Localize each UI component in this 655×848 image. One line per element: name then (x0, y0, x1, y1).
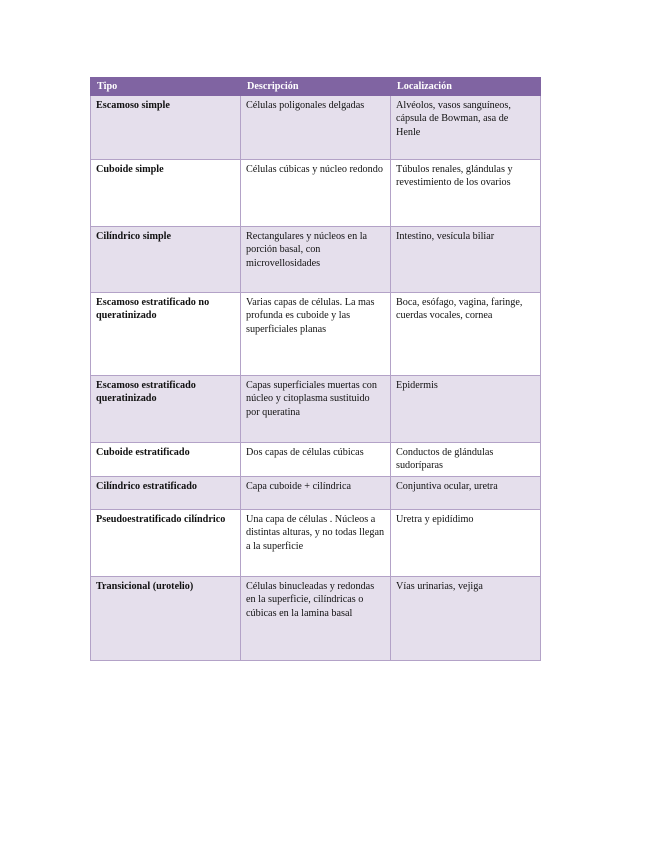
cell-descripcion: Dos capas de células cúbicas (241, 443, 391, 477)
table-row (91, 577, 541, 661)
cell-descripcion: Varias capas de células. La mas profunda es cuboide y las superficiales planas (241, 293, 391, 376)
table-row (91, 227, 541, 293)
cell-localizacion: Epidermis (391, 376, 541, 443)
cell-descripcion: Capas superficiales muertas con núcleo y citoplasma sustituido por queratina (241, 376, 391, 443)
table-row (91, 443, 541, 477)
cell-tipo: Pseudoestratificado cilíndrico (91, 510, 241, 577)
table-row (91, 293, 541, 376)
cell-localizacion: Intestino, vesícula biliar (391, 227, 541, 293)
cell-tipo: Escamoso simple (91, 96, 241, 160)
table-row (91, 477, 541, 510)
table-row (91, 160, 541, 227)
cell-localizacion: Vías urinarias, vejiga (391, 577, 541, 661)
cell-tipo: Cilíndrico estratificado (91, 477, 241, 510)
cell-tipo: Cuboide simple (91, 160, 241, 227)
header-descripcion: Descripción (241, 78, 391, 96)
cell-descripcion: Células cúbicas y núcleo redondo (241, 160, 391, 227)
cell-localizacion: Alvéolos, vasos sanguíneos, cápsula de Bowman, asa de Henle (391, 96, 541, 160)
cell-tipo: Cuboide estratificado (91, 443, 241, 477)
cell-localizacion: Uretra y epidídimo (391, 510, 541, 577)
cell-descripcion: Capa cuboide + cilíndrica (241, 477, 391, 510)
cell-tipo: Cilíndrico simple (91, 227, 241, 293)
cell-localizacion: Conductos de glándulas sudoríparas (391, 443, 541, 477)
cell-tipo: Escamoso estratificado no queratinizado (91, 293, 241, 376)
header-tipo: Tipo (91, 78, 241, 96)
cell-descripcion: Una capa de células . Núcleos a distintas alturas, y no todas llegan a la superficie (241, 510, 391, 577)
cell-localizacion: Túbulos renales, glándulas y revestimiento de los ovarios (391, 160, 541, 227)
cell-descripcion: Células poligonales delgadas (241, 96, 391, 160)
epithelium-types-table (90, 77, 541, 661)
cell-descripcion: Células binucleadas y redondas en la superficie, cilíndricas o cúbicas en la lamina basal (241, 577, 391, 661)
cell-descripcion: Rectangulares y núcleos en la porción basal, con microvellosidades (241, 227, 391, 293)
cell-localizacion: Boca, esófago, vagina, faringe, cuerdas vocales, cornea (391, 293, 541, 376)
table-row (91, 510, 541, 577)
table-row (91, 376, 541, 443)
cell-tipo: Transicional (urotelio) (91, 577, 241, 661)
cell-tipo: Escamoso estratificado queratinizado (91, 376, 241, 443)
header-localizacion: Localización (391, 78, 541, 96)
table-header-row (91, 78, 541, 96)
table-row (91, 96, 541, 160)
cell-localizacion: Conjuntiva ocular, uretra (391, 477, 541, 510)
